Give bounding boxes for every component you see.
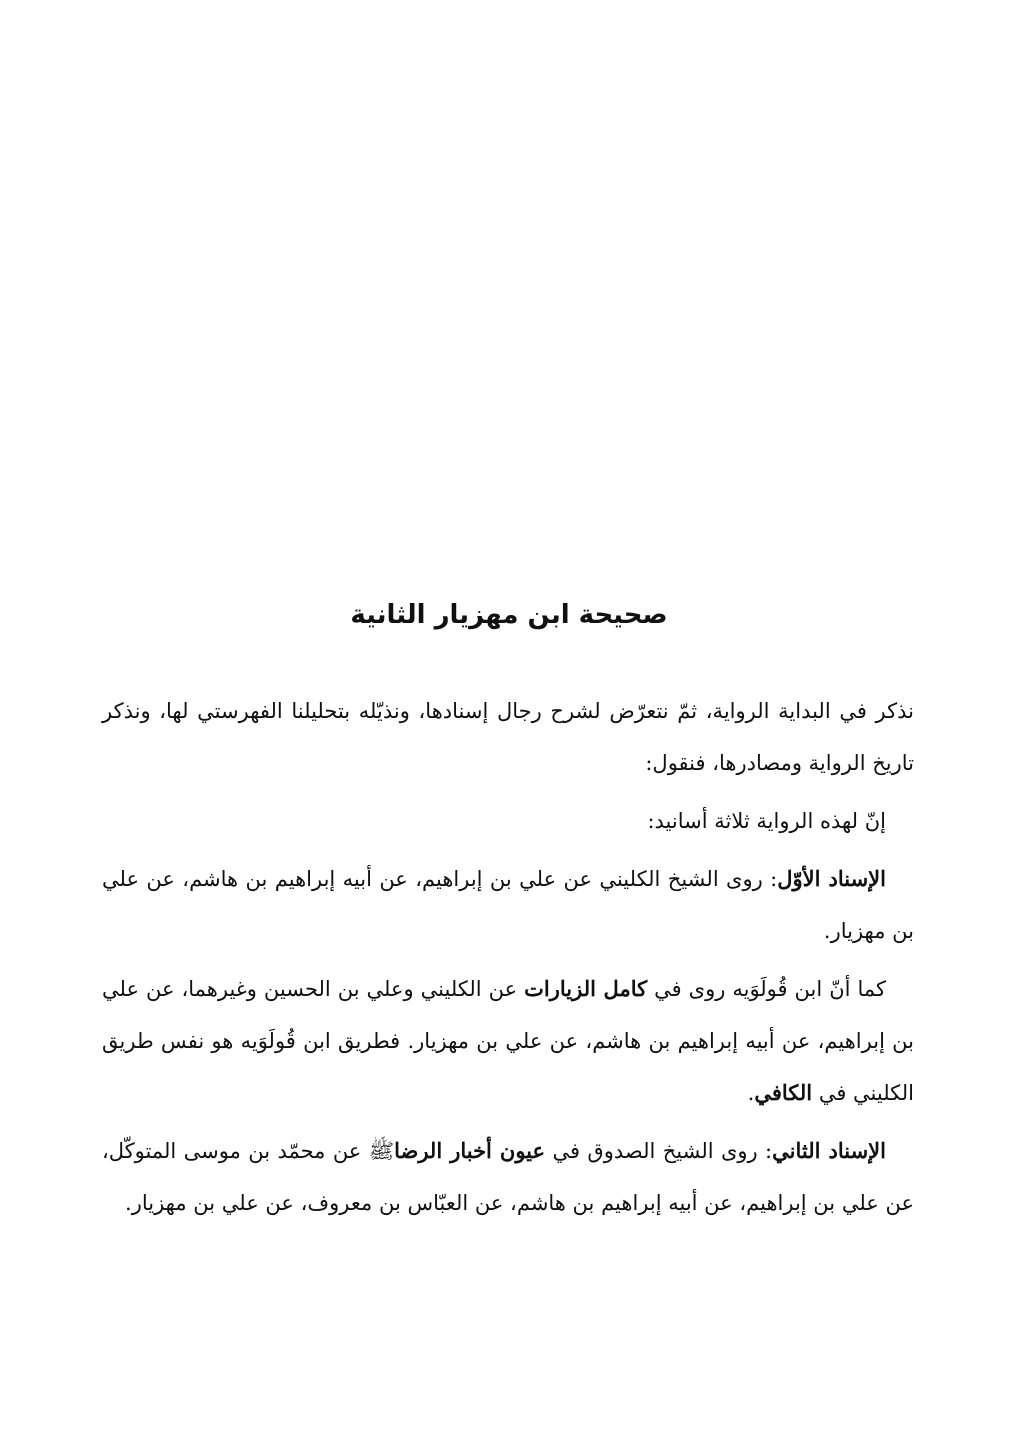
intro-paragraph: نذكر في البداية الرواية، ثمّ نتعرّض لشرح رجال إسنادها، ونذيّله بتحليلنا الفهرستي لها، ونذكر تاريخ الرواية ومصادرها، فنقول: — [102, 699, 914, 775]
isnad-1-note-part3: . — [747, 1081, 755, 1105]
isnad-2-label: الإسناد الثاني — [772, 1138, 886, 1163]
honorific-symbol: ﷺ — [368, 1139, 395, 1163]
isnad-2-part2: عن محمّد بن موسى المتوكّل، عن علي بن إبراهيم، عن أبيه إبراهيم بن هاشم، عن العبّاس بن معروف، عن علي بن مهزيار. — [102, 1139, 914, 1215]
isnad-1-note-part1: كما أنّ ابن قُولَوَيه روى في — [647, 977, 886, 1001]
chains-intro-paragraph: إنّ لهذه الرواية ثلاثة أسانيد: — [647, 809, 886, 833]
body-text — [102, 685, 914, 1229]
book-title-al-kafi: الكافي — [754, 1080, 813, 1105]
book-title-uyun-akhbar-al-rida: عيون أخبار الرضا — [394, 1138, 546, 1163]
isnad-2-part1: : روى الشيخ الصدوق في — [545, 1139, 773, 1163]
isnad-1-paragraph — [102, 853, 914, 957]
isnad-1-text: : روى الشيخ الكليني عن علي بن إبراهيم، عن أبيه إبراهيم بن هاشم، عن علي بن مهزيار. — [102, 867, 914, 943]
book-title-kamil-al-ziyarat: كامل الزيارات — [524, 976, 648, 1001]
isnad-1-note-paragraph — [102, 963, 914, 1119]
isnad-2-paragraph — [102, 1125, 914, 1229]
page-title: صحيحة ابن مهزيار الثانية — [350, 600, 668, 630]
isnad-1-note-part2: عن الكليني وعلي بن الحسين وغيرهما، عن علي بن إبراهيم، عن أبيه إبراهيم بن هاشم، عن علي بن مهزيار. فطريق ابن قُولَوَيه هو نفس طريق الكليني في — [102, 977, 914, 1105]
isnad-1-label: الإسناد الأوّل — [777, 866, 886, 891]
